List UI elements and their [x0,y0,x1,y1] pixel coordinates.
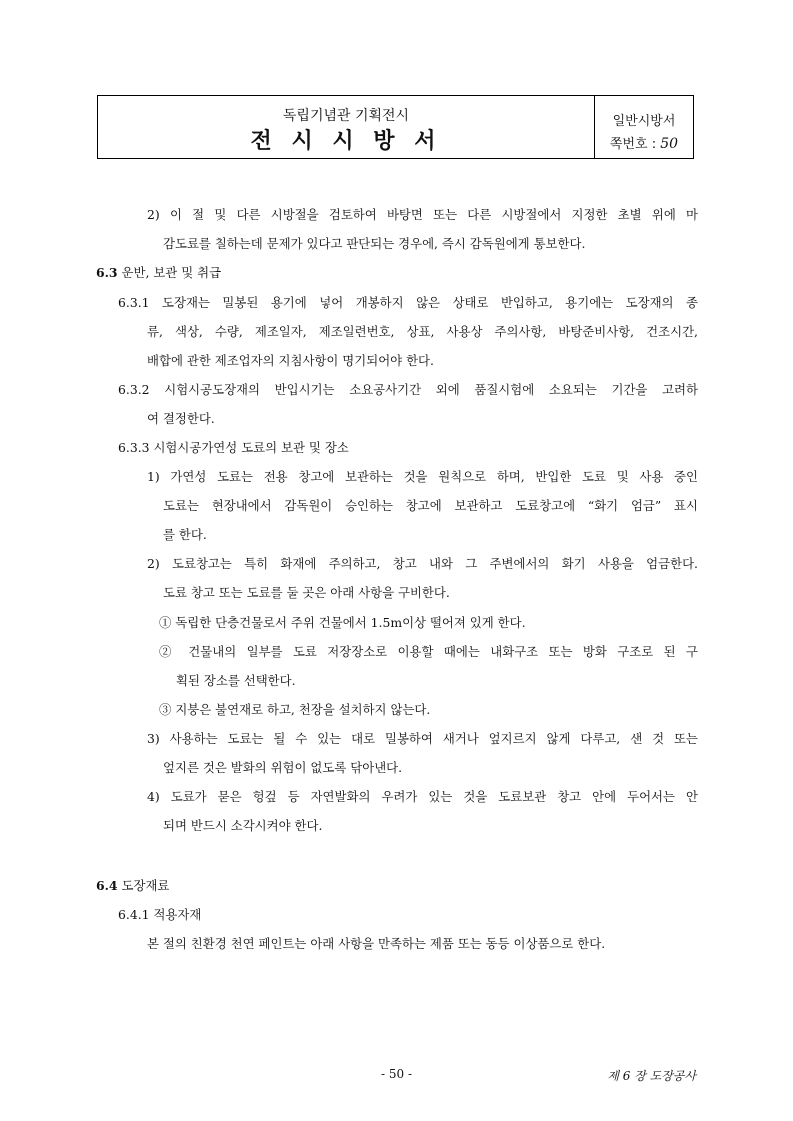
list-item: ① 독립한 단층건물로서 주위 건물에서 1.5m이상 떨어져 있게 한다. [159,615,526,630]
text-line: 배합에 관한 제조업자의 지침사항이 명기되어야 한다. [147,353,434,368]
text-line: 를 한다. [163,527,207,542]
section-number: 6.4 [96,878,118,893]
document-header [97,95,694,159]
text-line: 2) 이 절 및 다른 시방절을 검토하여 바탕면 또는 다른 시방절에서 지정한 초별 위에 마 [147,207,698,222]
footer-chapter: 제 6 장 도장공사 [607,1069,696,1083]
header-title: 전 시 시 방 서 [250,129,442,154]
text-line: 1) 가연성 도료는 전용 창고에 보관하는 것을 원칙으로 하며, 반입한 도료 및 사용 중인 [147,469,698,484]
section-heading [96,265,221,281]
footer-page-number: - 50 - [380,1067,412,1081]
section-title: 운반, 보관 및 취급 [121,265,222,280]
section-heading [96,878,169,894]
text-line: 2) 도료창고는 특히 화재에 주의하고, 창고 내와 그 주변에서의 화기 사용을 엄금한다. [147,556,698,571]
text-line: 획된 장소를 선택한다. [176,673,296,688]
text-line: 도료는 현장내에서 감독원이 승인하는 창고에 보관하고 도료창고에 “화기 엄금” 표시 [163,498,698,513]
list-item: ③ 지붕은 불연재로 하고, 천장을 설치하지 않는다. [159,702,431,717]
header-title-cell [98,96,595,158]
text-line: 6.3.2 시험시공도장재의 반입시기는 소요공사기간 외에 품질시험에 소요되는 기간을 고려하 [118,382,698,397]
text-line: 류, 색상, 수량, 제조일자, 제조일련번호, 상표, 사용상 주의사항, 바탕준비사항, 건조시간, [147,324,698,339]
text-line: 3) 사용하는 도료는 될 수 있는 대로 밀봉하여 새거나 엎지르지 않게 다루고, 샌 것 또는 [147,731,698,746]
text-line: 도료 창고 또는 도료를 둘 곳은 아래 사항을 구비한다. [163,585,450,600]
text-line: 6.3.1 도장재는 밀봉된 용기에 넣어 개봉하지 않은 상태로 반입하고, 용기에는 도장재의 종 [118,295,698,310]
page-number-field [595,133,693,152]
header-info-cell [595,96,693,158]
list-item: ② 건물내의 일부를 도료 저장장소로 이용할 때에는 내화구조 또는 방화 구조로 된 구 [159,644,698,659]
header-subtitle: 독립기념관 기획전시 [282,108,410,124]
text-line: 여 결정한다. [147,411,215,426]
text-line: 감도료를 칠하는데 문제가 있다고 판단되는 경우에, 즉시 감독원에게 통보한다. [163,236,586,251]
text-line: 4) 도료가 묻은 헝겊 등 자연발화의 우려가 있는 것을 도료보관 창고 안에 두어서는 안 [147,789,698,804]
text-line: 엎지른 것은 발화의 위험이 없도록 닦아낸다. [163,760,403,775]
text-line: 되며 반드시 소각시켜야 한다. [163,818,323,833]
page-number-value: 50 [660,136,679,152]
section-title: 도장재료 [121,878,170,893]
text-line: 본 절의 친환경 천연 페인트는 아래 사항을 만족하는 제품 또는 동등 이상품으로 한다. [147,936,606,951]
spec-type-label: 일반시방서 [612,114,676,129]
page-number-label: 쪽번호 : [609,137,657,152]
subsection-heading: 6.3.3 시험시공가연성 도료의 보관 및 장소 [118,440,349,455]
subsection-heading: 6.4.1 적용자재 [118,907,202,922]
section-number: 6.3 [96,265,118,280]
